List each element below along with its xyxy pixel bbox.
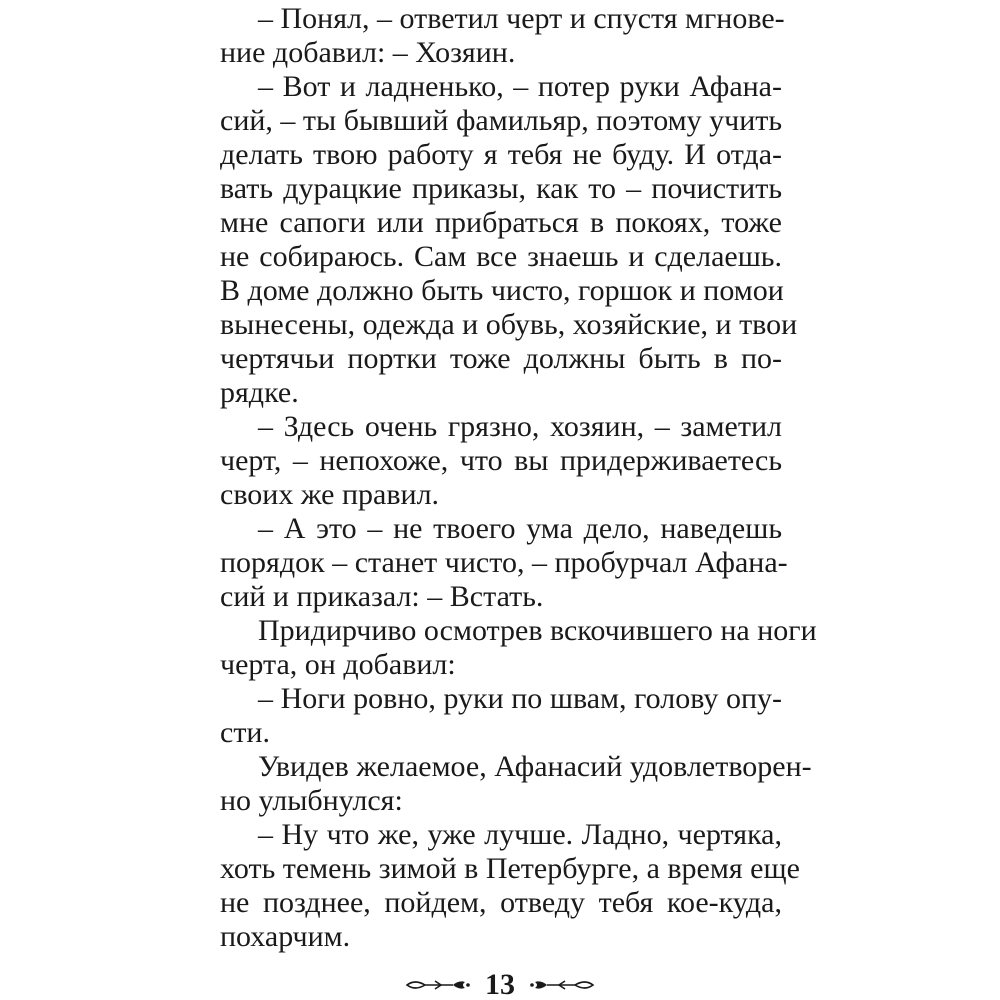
page-number: 13 [485, 968, 515, 1000]
text-line: чертячьи портки тоже должны быть в по- [220, 342, 782, 375]
text-line: но улыбнулся: [220, 784, 403, 817]
text-line: В доме должно быть чисто, горшок и помои [220, 274, 784, 307]
text-line: сий, – ты бывший фамильяр, поэтому учить [220, 104, 783, 137]
text-line: Увидев желаемое, Афанасий удовлетворен- [258, 750, 812, 783]
text-line: мне сапоги или прибраться в покоях, тоже [220, 206, 782, 239]
text-line: вать дурацкие приказы, как то – почистить [220, 172, 782, 205]
text-line: – Ну что же, уже лучше. Ладно, чертяка, [258, 818, 782, 851]
text-line: черт, – непохоже, что вы придерживаетесь [220, 444, 782, 477]
text-line: – Понял, – ответил черт и спустя мгнове- [258, 2, 785, 35]
scroll-ornament-icon [529, 977, 595, 993]
text-line: похарчим. [220, 920, 351, 953]
text-line: – Ноги ровно, руки по швам, голову опу- [258, 682, 782, 715]
text-line: сий и приказал: – Встать. [220, 580, 544, 613]
text-line: вынесены, одежда и обувь, хозяйские, и твои [220, 308, 798, 341]
text-line: делать твою работу я тебя не буду. И отда- [220, 138, 782, 171]
text-line: не собираюсь. Сам все знаешь и сделаешь. [220, 240, 782, 273]
text-line: черта, он добавил: [220, 648, 456, 681]
text-line: рядке. [220, 376, 299, 409]
text-line: не позднее, пойдем, отведу тебя кое-куда, [220, 886, 782, 919]
text-line: своих же правил. [220, 478, 440, 511]
text-line: сти. [220, 716, 270, 749]
text-line: порядок – станет чисто, – пробурчал Афана- [220, 546, 788, 579]
text-line: ние добавил: – Хозяин. [220, 36, 516, 69]
text-line: – Здесь очень грязно, хозяин, – заметил [258, 410, 782, 443]
page-footer [0, 970, 1000, 1000]
text-line: – А это – не твоего ума дело, наведешь [258, 512, 782, 545]
scroll-ornament-icon [405, 977, 471, 993]
text-line: Придирчиво осмотрев вскочившего на ноги [258, 614, 817, 647]
text-line: хоть темень зимой в Петербурге, а время еще [220, 852, 800, 885]
text-line: – Вот и ладненько, – потер руки Афана- [258, 70, 782, 103]
